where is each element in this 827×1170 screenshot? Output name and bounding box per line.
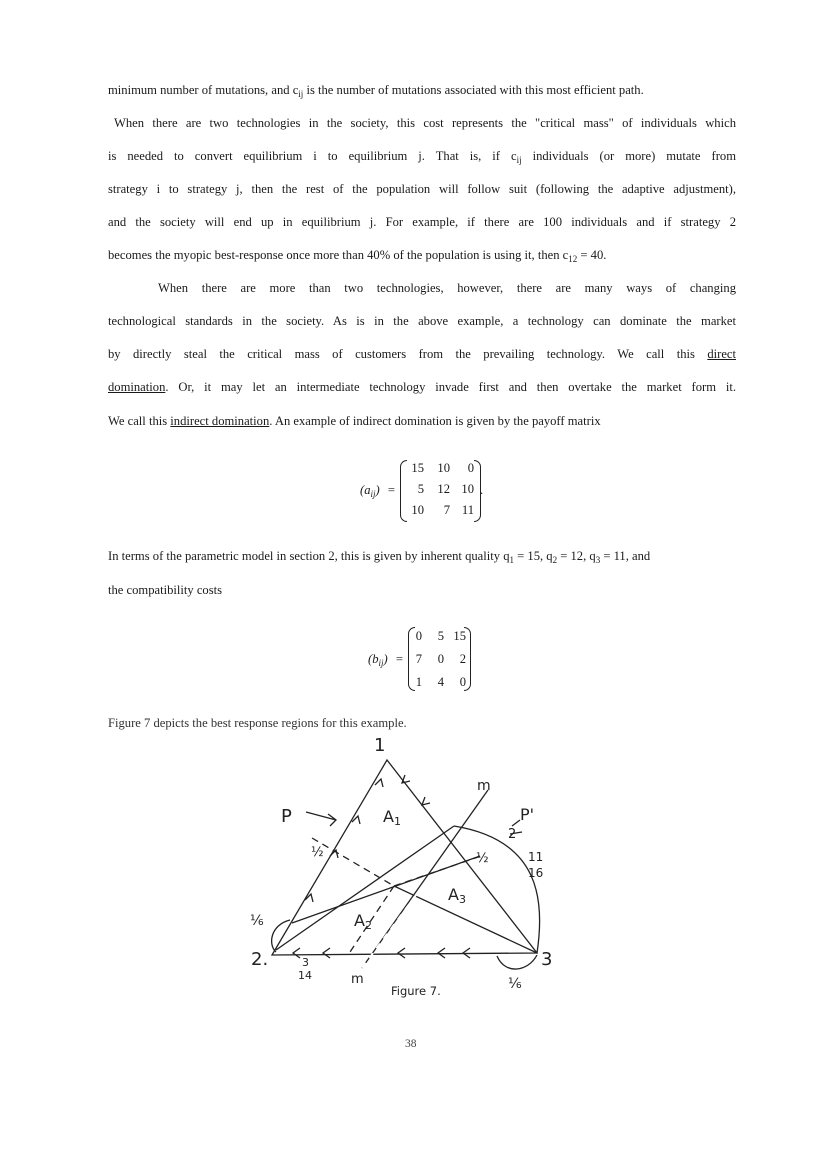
boundary-line (350, 886, 394, 952)
text-line-7: When there are more than two technologies, however, there are many ways of changing (158, 281, 736, 295)
text-line-1: minimum number of mutations, and $c_{ij}$ is the number of mutations associated with this most efficient path. (108, 83, 644, 99)
simplex-triangle (272, 760, 537, 955)
compatibility-matrix-label: $(b_{ij})$ = (368, 652, 403, 668)
arrow-tick (352, 816, 360, 824)
line-m (362, 790, 488, 968)
boundary-line (394, 855, 484, 886)
label-p-prime: P' (520, 805, 535, 824)
text-line-13: the compatibility costs (108, 583, 223, 597)
loop-vertex-3 (497, 955, 537, 969)
frac-half-right: ½ (476, 851, 489, 866)
path-line (292, 856, 480, 923)
text-line-3: is needed to convert equilibrium i to equilibrium j. That is, if $c_{ij}$ individuals (or more) mutate from (108, 149, 736, 165)
text-line-2: When there are two technologies in the society, this cost represents the "critical mass" of individuals which (114, 116, 736, 130)
boundary-line (394, 886, 537, 953)
region-a1-label: A1 (383, 807, 401, 828)
term-domination: domination (108, 380, 166, 394)
frac-11-16-den: 16 (528, 866, 544, 880)
vertex-1-label: 1 (374, 735, 386, 756)
arrow-tick (323, 948, 330, 958)
frac-3-14-den: 14 (298, 969, 312, 982)
label-p: P (281, 806, 292, 827)
text-line-14: Figure 7 depicts the best response regions for this example. (108, 716, 407, 730)
text-line-10: domination. Or, it may let an intermediate technology invade first and then overtake the market form it. (108, 380, 736, 394)
arrow-tick (330, 850, 338, 858)
frac-sixth-left: ⅙ (250, 913, 264, 929)
arrow-tick (305, 894, 313, 902)
p-arrow (306, 812, 336, 826)
text-line-6: becomes the myopic best-response once more than 40% of the population is using it, then $c_{12} = 40$. (108, 248, 607, 264)
text-line-9: by directly steal the critical mass of customers from the prevailing technology. We call this direct (108, 347, 736, 361)
arrow-tick (398, 948, 405, 958)
frac-11-16-num: 11 (528, 850, 544, 864)
payoff-matrix: $(a_{ij})$ = 15 10 0 5 12 10 10 7 11 . (360, 458, 490, 524)
path-line (276, 826, 454, 950)
vertex-3-label: 3 (541, 949, 553, 970)
arrow-tick (402, 775, 410, 783)
boundary-line (312, 838, 394, 886)
loop-vertex-2 (272, 920, 290, 952)
compatibility-cost-matrix (368, 625, 478, 691)
arrow-tick (463, 948, 470, 958)
text-line-12: In terms of the parametric model in section 2, this is given by inherent quality $q_1 = 15$, $q_2 = 12$, $q_3 = 11$, and (108, 549, 651, 565)
p-prime-arrow (510, 820, 522, 834)
figure-caption: Figure 7. (391, 984, 441, 998)
frac-sixth-right: ⅙ (508, 976, 522, 992)
payoff-matrix-label: $(a_{ij})$ = (360, 483, 395, 499)
arrow-tick (422, 797, 430, 805)
arrow-tick (293, 948, 300, 958)
page-number: 38 (405, 1038, 417, 1050)
frac-half-left: ½ (311, 845, 324, 860)
arrow-tick (375, 779, 383, 787)
label-m-bottom: m (351, 972, 364, 987)
label-m-top: m (477, 778, 491, 794)
m-dash (362, 876, 430, 968)
term-direct: direct (707, 347, 736, 361)
label-2-arc: 2 (508, 827, 517, 842)
arrow-tick (438, 948, 445, 958)
payoff-matrix-body: 15 10 0 5 12 10 10 7 11 (411, 461, 474, 517)
text-line-8: technological standards in the society. As is in the above example, a technology can dominate the market (108, 314, 736, 328)
arc-path (454, 826, 540, 953)
vertex-2-label: 2. (251, 949, 269, 970)
text-line-11: We call this indirect domination. An example of indirect domination is given by the payoff matrix (108, 414, 601, 428)
text-line-4: strategy i to strategy j, then the rest of the population will follow suit (following the adaptive adjustment), (108, 182, 736, 196)
region-a3-label: A3 (448, 885, 466, 906)
frac-3-14-num: 3 (302, 956, 309, 969)
term-indirect-domination: indirect domination (170, 414, 270, 428)
right-paren (464, 627, 471, 691)
text-line-5: and the society will end up in equilibrium j. For example, if there are 100 individuals and if strategy 2 (108, 215, 736, 229)
region-a2-label: A2 (354, 911, 372, 932)
compatibility-matrix-body: 0 5 15 7 0 2 1 4 0 (415, 629, 466, 689)
